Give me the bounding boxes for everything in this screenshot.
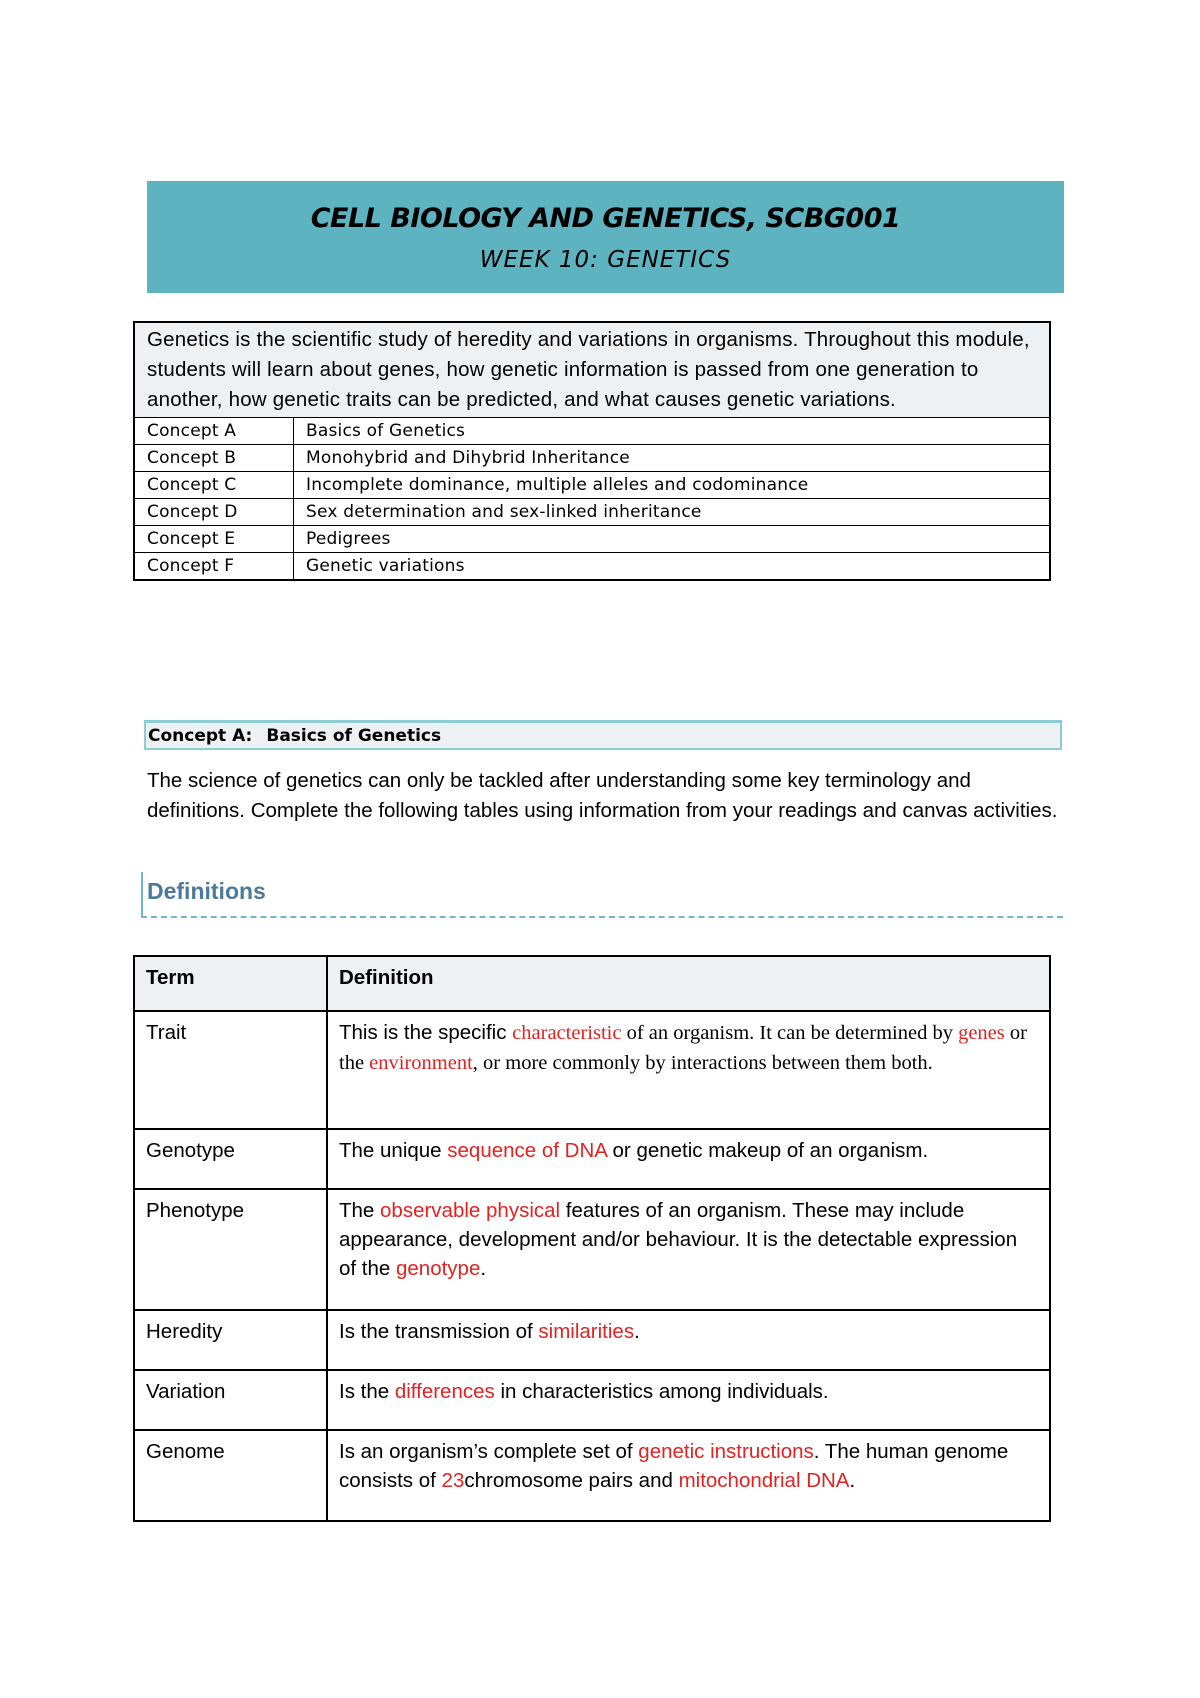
definition-text: of an organism. It can be determined by xyxy=(621,1022,959,1044)
definition-text: . xyxy=(849,1469,856,1492)
definitions-heading-text: Definitions xyxy=(147,878,266,904)
concept-label: Concept F xyxy=(134,553,294,581)
definition-text: features of an organism. These may include appearance, development and/or behaviour. It is the detectable expression of the xyxy=(339,1199,1018,1280)
module-overview-table xyxy=(133,321,1051,581)
table-row xyxy=(134,1189,1050,1310)
definition-text: Is the transmission of xyxy=(339,1320,539,1343)
concept-label: Concept A xyxy=(134,418,294,445)
definition-text: Is an organism’s complete set of xyxy=(339,1440,639,1463)
concept-row xyxy=(134,499,1050,526)
concept-label: Concept D xyxy=(134,499,294,526)
definition-cell xyxy=(327,1189,1050,1310)
concept-title: Genetic variations xyxy=(294,553,1051,581)
term-column-header: Term xyxy=(134,956,327,1011)
answer-text: similarities xyxy=(538,1320,635,1343)
term-cell: Variation xyxy=(134,1370,327,1430)
definition-text: chromosome pairs and xyxy=(464,1469,679,1492)
definitions-heading xyxy=(141,872,1063,918)
definitions-table xyxy=(133,955,1051,1522)
definition-cell xyxy=(327,1011,1050,1129)
concept-a-header xyxy=(144,720,1062,750)
concept-a-label: Concept A: xyxy=(148,726,253,746)
answer-text: genes xyxy=(958,1022,1005,1044)
definition-text: . xyxy=(634,1320,640,1343)
answer-text: genotype xyxy=(396,1257,481,1280)
heading-accent-bar xyxy=(141,872,143,916)
answer-text: differences xyxy=(394,1380,495,1403)
definition-column-header: Definition xyxy=(327,956,1050,1011)
concept-row xyxy=(134,553,1050,581)
concept-row xyxy=(134,445,1050,472)
answer-text: environment xyxy=(369,1052,473,1074)
definition-text: This is the specific xyxy=(339,1021,513,1044)
overview-intro-row xyxy=(134,322,1050,418)
week-title: WEEK 10: GENETICS xyxy=(479,247,732,273)
answer-text: observable physical xyxy=(380,1199,561,1222)
definition-text: or genetic makeup of an organism. xyxy=(606,1139,929,1162)
definition-text: The unique xyxy=(339,1139,448,1162)
definition-text: . The human genome consists of xyxy=(339,1440,1009,1492)
term-cell: Genome xyxy=(134,1430,327,1521)
concept-label: Concept C xyxy=(134,472,294,499)
definitions-header-row xyxy=(134,956,1050,1011)
definition-cell xyxy=(327,1310,1050,1370)
concept-title: Monohybrid and Dihybrid Inheritance xyxy=(294,445,1051,472)
concept-title: Sex determination and sex-linked inheritance xyxy=(294,499,1051,526)
term-cell: Genotype xyxy=(134,1129,327,1189)
answer-text: genetic instructions xyxy=(638,1440,814,1463)
overview-intro: Genetics is the scientific study of heredity and variations in organisms. Throughout this module, students will learn about genes, how genetic information is passed from one generation to another, how genetic traits can be predicted, and what causes genetic variations. xyxy=(134,322,1050,418)
definition-cell xyxy=(327,1129,1050,1189)
definition-cell xyxy=(327,1370,1050,1430)
concept-label: Concept E xyxy=(134,526,294,553)
definition-text: Is the xyxy=(339,1380,395,1403)
definition-text: in characteristics among individuals. xyxy=(494,1380,829,1403)
definition-cell xyxy=(327,1430,1050,1521)
answer-text: mitochondrial DNA xyxy=(678,1469,850,1492)
definition-text: or the xyxy=(339,1022,1027,1074)
answer-text: characteristic xyxy=(512,1022,622,1044)
title-banner xyxy=(147,181,1064,293)
concept-a-title: Basics of Genetics xyxy=(266,726,442,746)
definition-text: , or more commonly by interactions between them both. xyxy=(472,1052,933,1074)
term-cell: Heredity xyxy=(134,1310,327,1370)
term-cell: Trait xyxy=(134,1011,327,1129)
concept-row xyxy=(134,526,1050,553)
answer-text: 23 xyxy=(441,1469,465,1492)
term-cell: Phenotype xyxy=(134,1189,327,1310)
definition-text: The xyxy=(339,1199,381,1222)
concept-title: Pedigrees xyxy=(294,526,1051,553)
course-title: CELL BIOLOGY AND GENETICS, SCBG001 xyxy=(310,203,901,234)
definition-text: . xyxy=(480,1257,487,1280)
concept-title: Incomplete dominance, multiple alleles and codominance xyxy=(294,472,1051,499)
concept-row xyxy=(134,418,1050,445)
answer-text: sequence of DNA xyxy=(447,1139,607,1162)
table-row xyxy=(134,1310,1050,1370)
concept-label: Concept B xyxy=(134,445,294,472)
table-row xyxy=(134,1129,1050,1189)
concept-title: Basics of Genetics xyxy=(294,418,1051,445)
concept-a-intro: The science of genetics can only be tackled after understanding some key terminology and definitions. Complete the following tables using information from your readings and canvas activities. xyxy=(147,769,1058,822)
table-row xyxy=(134,1370,1050,1430)
table-row xyxy=(134,1011,1050,1129)
table-row xyxy=(134,1430,1050,1521)
concept-row xyxy=(134,472,1050,499)
